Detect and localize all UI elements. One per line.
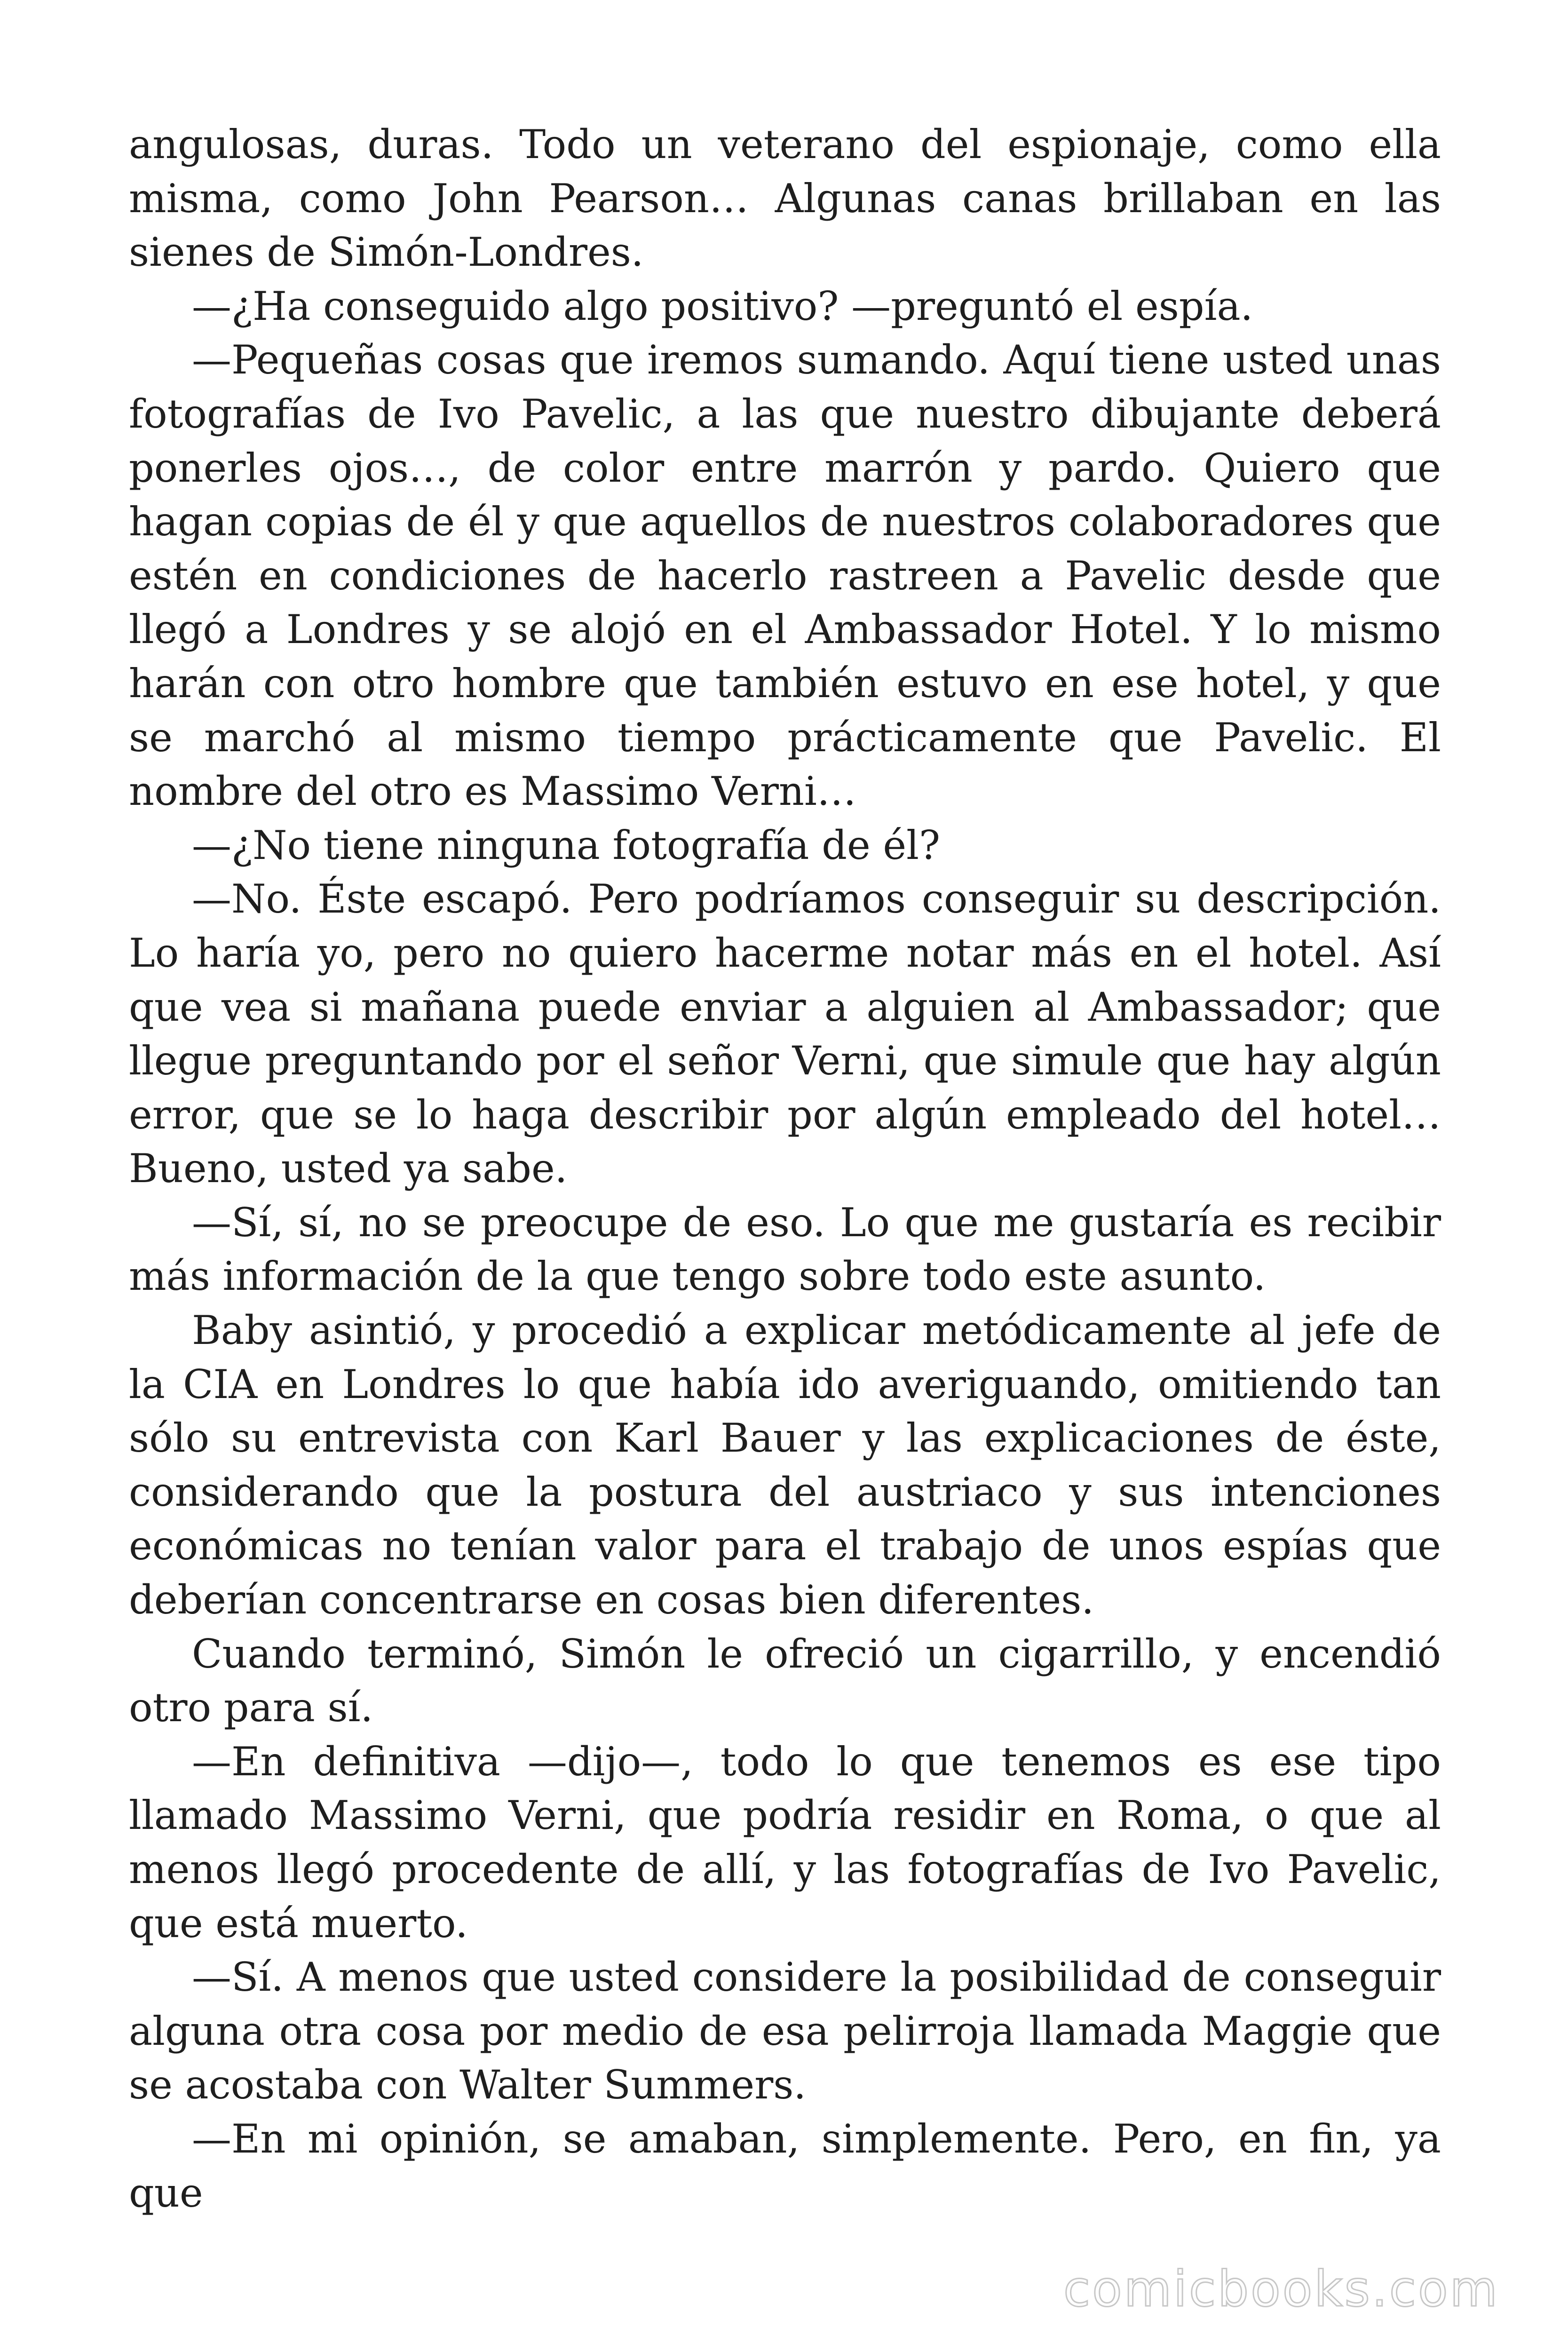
paragraph: —Sí, sí, no se preocupe de eso. Lo que me gustaría es recibir más información de la que tengo sobre todo este asunto. bbox=[129, 1199, 1441, 1300]
paragraph: —Pequeñas cosas que iremos sumando. Aquí tiene usted unas fotografías de Ivo Pavelic, a las que nuestro dibujante deberá ponerles ojos…, de color entre marrón y pardo. Quiero que hagan copias de él y que aquellos de nuestros colaboradores que estén en condiciones de hacerlo rastreen a Pavelic desde que llegó a Londres y se alojó en el Ambassador Hotel. Y lo mismo harán con otro hombre que también estuvo en ese hotel, y que se marchó al mismo tiempo prácticamente que Pavelic. El nombre del otro es Massimo Verni… bbox=[129, 337, 1441, 815]
paragraph: Cuando terminó, Simón le ofreció un cigarrillo, y encendió otro para sí. bbox=[129, 1630, 1441, 1731]
paragraph: —Sí. A menos que usted considere la posibilidad de conseguir alguna otra cosa por medio de esa pelirroja llamada Maggie que se acostaba con Walter Summers. bbox=[129, 1954, 1441, 2108]
paragraph: Baby asintió, y procedió a explicar metódicamente al jefe de la CIA en Londres lo que había ido averiguando, omitiendo tan sólo su entrevista con Karl Bauer y las explicaciones de éste, considerando que la postura del austriaco y sus intenciones económicas no tenían valor para el trabajo de unos espías que deberían concentrarse en cosas bien diferentes. bbox=[129, 1307, 1441, 1623]
paragraph: angulosas, duras. Todo un veterano del espionaje, como ella misma, como John Pearson… Algunas canas brillaban en las sienes de Simón-Londres. bbox=[129, 121, 1441, 276]
paragraph: —¿Ha conseguido algo positivo? —preguntó el espía. bbox=[192, 283, 1253, 329]
paragraph: —¿No tiene ninguna fotografía de él? bbox=[192, 822, 940, 868]
watermark-text: comicbooks.com bbox=[1063, 2260, 1499, 2318]
page-body bbox=[129, 118, 1441, 2220]
paragraph: —No. Éste escapó. Pero podríamos conseguir su descripción. Lo haría yo, pero no quiero hacerme notar más en el hotel. Así que vea si mañana puede enviar a alguien al Ambassador; que llegue preguntando por el señor Verni, que simule que hay algún error, que se lo haga describir por algún empleado del hotel… Bueno, usted ya sabe. bbox=[129, 876, 1441, 1192]
paragraph: —En definitiva —dijo—, todo lo que tenemos es ese tipo llamado Massimo Verni, que podría residir en Roma, o que al menos llegó procedente de allí, y las fotografías de Ivo Pavelic, que está muerto. bbox=[129, 1738, 1441, 1947]
paragraph-last: —En mi opinión, se amaban, simplemente. Pero, en fin, ya que bbox=[129, 2115, 1441, 2216]
